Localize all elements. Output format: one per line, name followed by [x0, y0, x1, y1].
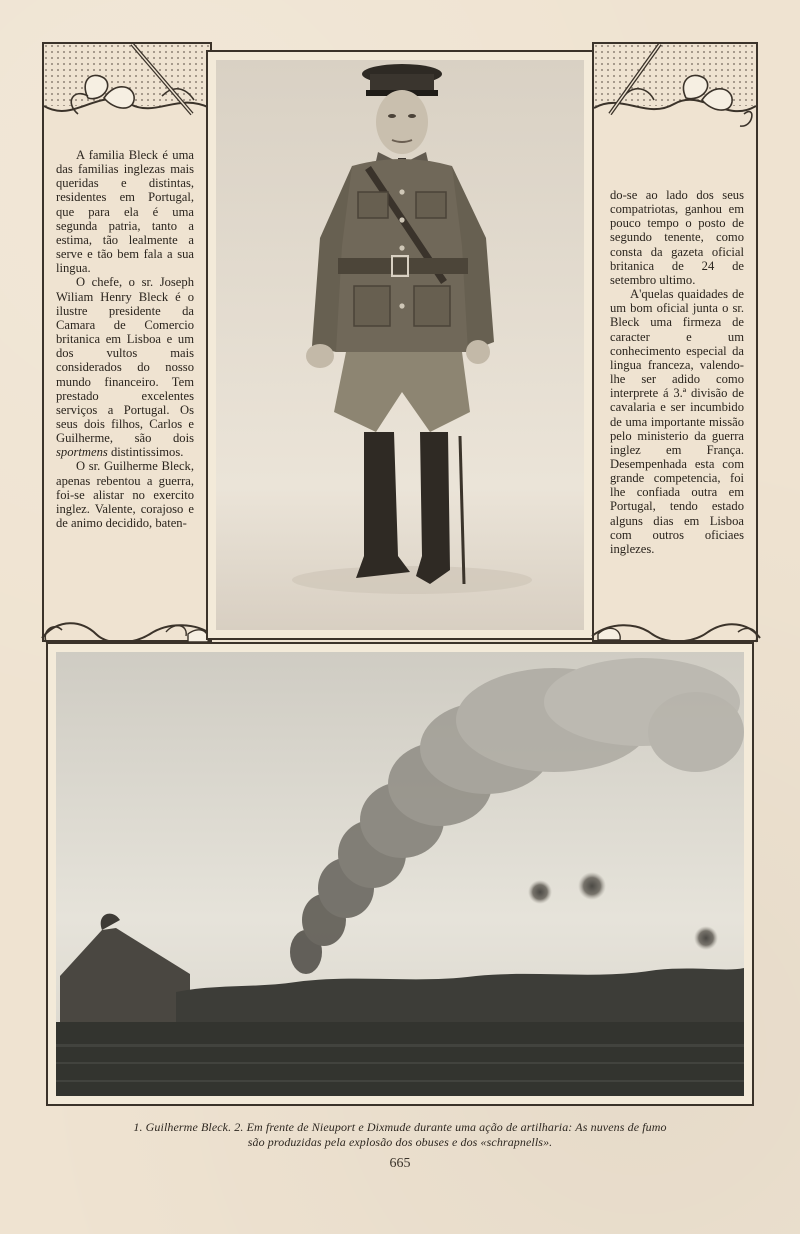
artillery-smoke-photo: [56, 652, 744, 1096]
portrait-photo-guilherme-bleck: [216, 60, 584, 630]
page-number: 665: [389, 1156, 411, 1171]
right-text-panel: [592, 42, 758, 642]
left-text-panel: [42, 42, 212, 642]
left-column-text: [56, 148, 194, 530]
battle-photo-frame: [46, 642, 754, 1106]
right-paragraph-1: do-se ao lado dos seus compatriotas, ganhou em pouco tempo o posto de segundo tenente, como consta da gazeta oficial britanica de 24 de setembro ultimo.: [610, 188, 744, 287]
right-column-text: [610, 188, 744, 556]
right-floral-ornament: [594, 44, 756, 140]
left-paragraph-2-end: distintissimos.: [110, 445, 184, 460]
left-floral-ornament: [44, 44, 210, 140]
officer-figure-illustration: [216, 60, 584, 630]
left-paragraph-2: [56, 275, 194, 459]
caption-line-2: são produzidas pela explosão dos obuses e dos «schrapnells».: [247, 1135, 553, 1149]
left-paragraph-3: O sr. Guilherme Bleck, apenas rebentou a guerra, foi-se alistar no exercito inglez. Valente, corajoso e de animo decidido, baten-: [56, 459, 194, 531]
photo-caption: [60, 1120, 740, 1150]
portrait-photo-frame: [206, 50, 594, 640]
caption-line-1: 1. Guilherme Bleck. 2. Em frente de Nieuport e Dixmude durante uma ação de artilharia: As nuvens de fumo: [133, 1120, 667, 1134]
left-paragraph-1: A familia Bleck é uma das familias inglezas mais queridas e distintas, residentes em Portugal, que para ela é uma segunda patria, tanto a estima, tão lealmente a serve e tão bem fala a sua lingua.: [56, 148, 194, 276]
smoke-column-illustration: [56, 652, 744, 1096]
right-paragraph-2: A'quelas quaidades de um bom oficial junta o sr. Bleck uma firmeza de caracter e um conhecimento especial da lingua franceza, valendo-lhe ser adido como interprete á 3.ª divisão de cavalaria e ser incumbido de uma importante missão pelo ministerio da guerra inglez em França. Desempenhada esta com grande competencia, foi lhe confiada outra em Portugal, tendo estado alguns dias em Lisboa com outros oficiaes inglezes.: [610, 287, 744, 556]
left-paragraph-2-italic: sportmens: [56, 445, 108, 460]
left-paragraph-2-body: O chefe, o sr. Joseph Wiliam Henry Bleck é o ilustre presidente da Camara de Comercio britanica em Lisboa e um dos vultos mais considerados do nosso mundo financeiro. Tem prestado excelentes serviços a Portugal. Os seus dois filhos, Carlos e Guilherme, são dois: [56, 275, 194, 446]
